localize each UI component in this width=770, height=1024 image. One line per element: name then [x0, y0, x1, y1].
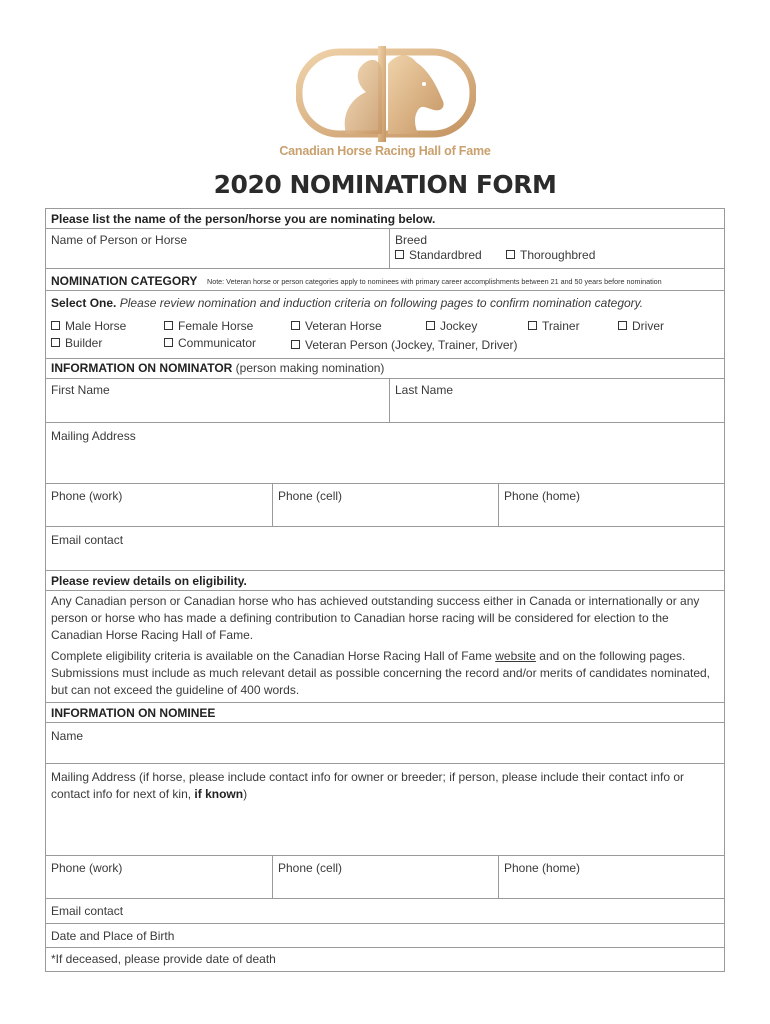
nominator-phone-home-field[interactable]: Phone (home): [498, 484, 724, 526]
nominee-info-heading-row: [45, 703, 725, 723]
nominator-phone-work-field[interactable]: Phone (work): [51, 489, 123, 503]
checkbox-icon[interactable]: [164, 338, 173, 347]
name-breed-row: [45, 229, 725, 269]
logo-text: Canadian Horse Racing Hall of Fame: [279, 144, 491, 158]
nominee-dob-row: [45, 924, 725, 948]
category-note: Note: Veteran horse or person categories apply to nominees with primary career accomplishments between 21 and 50 years before nomination: [207, 277, 662, 286]
breed-thoroughbred-option[interactable]: Thoroughbred: [506, 248, 595, 262]
checkbox-icon[interactable]: [51, 338, 60, 347]
nominator-mailing-row: [45, 423, 725, 484]
intro-heading: Please list the name of the person/horse you are nominating below.: [51, 212, 436, 226]
thoroughbred-checkbox[interactable]: [506, 250, 515, 259]
breed-label: Breed: [395, 233, 428, 247]
eligibility-text-row: [45, 591, 725, 703]
select-one-label: Select One.: [51, 296, 117, 310]
category-heading: NOMINATION CATEGORY: [51, 274, 198, 288]
option-communicator[interactable]: Communicator: [164, 336, 256, 350]
nominee-phone-work-field[interactable]: Phone (work): [51, 861, 123, 875]
standardbred-checkbox[interactable]: [395, 250, 404, 259]
checkbox-icon[interactable]: [528, 321, 537, 330]
nominator-first-name-field[interactable]: First Name: [51, 383, 110, 397]
checkbox-icon[interactable]: [291, 340, 300, 349]
nominator-email-row: [45, 527, 725, 571]
nominator-phone-row: [45, 484, 725, 527]
checkbox-icon[interactable]: [164, 321, 173, 330]
breed-field: [389, 229, 724, 268]
nominee-email-row: [45, 899, 725, 924]
option-veteran-person[interactable]: Veteran Person (Jockey, Trainer, Driver): [291, 338, 518, 352]
eligibility-paragraph-1: Any Canadian person or Canadian horse who has achieved outstanding success either in Canada or internationally or any person or horse who has made a defining contribution to Canadian horse racing will be considered for election to the Canadian Horse Racing Hall of Fame.: [51, 594, 700, 642]
option-trainer[interactable]: Trainer: [528, 319, 580, 333]
category-options-row: [45, 291, 725, 359]
checkbox-icon[interactable]: [618, 321, 627, 330]
nominee-mailing-row: [45, 764, 725, 856]
option-male-horse[interactable]: Male Horse: [51, 319, 126, 333]
nominee-name-field[interactable]: [46, 229, 389, 268]
nomination-form: [45, 208, 725, 972]
nominator-phone-cell-field[interactable]: Phone (cell): [272, 484, 498, 526]
nominee-name-input[interactable]: Name: [51, 729, 84, 743]
option-veteran-horse[interactable]: Veteran Horse: [291, 319, 382, 333]
option-builder[interactable]: Builder: [51, 336, 102, 350]
nominee-phone-cell-field[interactable]: Phone (cell): [272, 856, 498, 898]
nominee-email-field[interactable]: Email contact: [51, 904, 124, 918]
nominator-name-row: [45, 379, 725, 423]
nominee-name-label: Name of Person or Horse: [51, 233, 188, 247]
nominee-info-heading: INFORMATION ON NOMINEE: [51, 706, 216, 720]
checkbox-icon[interactable]: [291, 321, 300, 330]
nominee-phone-home-field[interactable]: Phone (home): [498, 856, 724, 898]
nominee-deceased-row: [45, 948, 725, 972]
nominee-phone-row: [45, 856, 725, 899]
option-female-horse[interactable]: Female Horse: [164, 319, 253, 333]
nominee-name-row: [45, 723, 725, 764]
eligibility-text: [46, 591, 724, 701]
checkbox-icon[interactable]: [51, 321, 60, 330]
option-jockey[interactable]: Jockey: [426, 319, 477, 333]
option-driver[interactable]: Driver: [618, 319, 664, 333]
nominee-dob-field[interactable]: Date and Place of Birth: [51, 929, 175, 943]
website-link[interactable]: website: [495, 649, 536, 663]
nominee-mailing-field[interactable]: Mailing Address (if horse, please include contact info for owner or breeder; if person, please include their contact info or contact info for next of kin, if known): [51, 770, 685, 801]
select-instructions: Please review nomination and induction criteria on following pages to confirm nomination category.: [119, 296, 644, 310]
hall-of-fame-logo: [296, 44, 476, 144]
nominator-email-field[interactable]: Email contact: [51, 533, 124, 547]
nominator-mailing-field[interactable]: Mailing Address: [51, 429, 136, 443]
nominator-heading: INFORMATION ON NOMINATOR (person making nomination): [51, 361, 385, 375]
nominator-last-name-field[interactable]: Last Name: [389, 379, 724, 422]
nominee-deceased-field[interactable]: *If deceased, please provide date of death: [51, 952, 276, 966]
category-row: [45, 269, 725, 291]
nominator-heading-row: [45, 359, 725, 379]
page-title: 2020 NOMINATION FORM: [213, 170, 557, 199]
nominee-heading-row: [45, 208, 725, 229]
checkbox-icon[interactable]: [426, 321, 435, 330]
eligibility-paragraph-2: Complete eligibility criteria is available on the Canadian Horse Racing Hall of Fame website and on the following pages. Submissions must include as much relevant detail as possible concerning the record and/or merits of candidates nominated, but can not exceed the guideline of 400 words.: [51, 649, 711, 697]
eligibility-heading-row: [45, 571, 725, 591]
breed-standardbred-option[interactable]: Standardbred: [395, 248, 482, 262]
eligibility-heading: Please review details on eligibility.: [51, 574, 247, 588]
